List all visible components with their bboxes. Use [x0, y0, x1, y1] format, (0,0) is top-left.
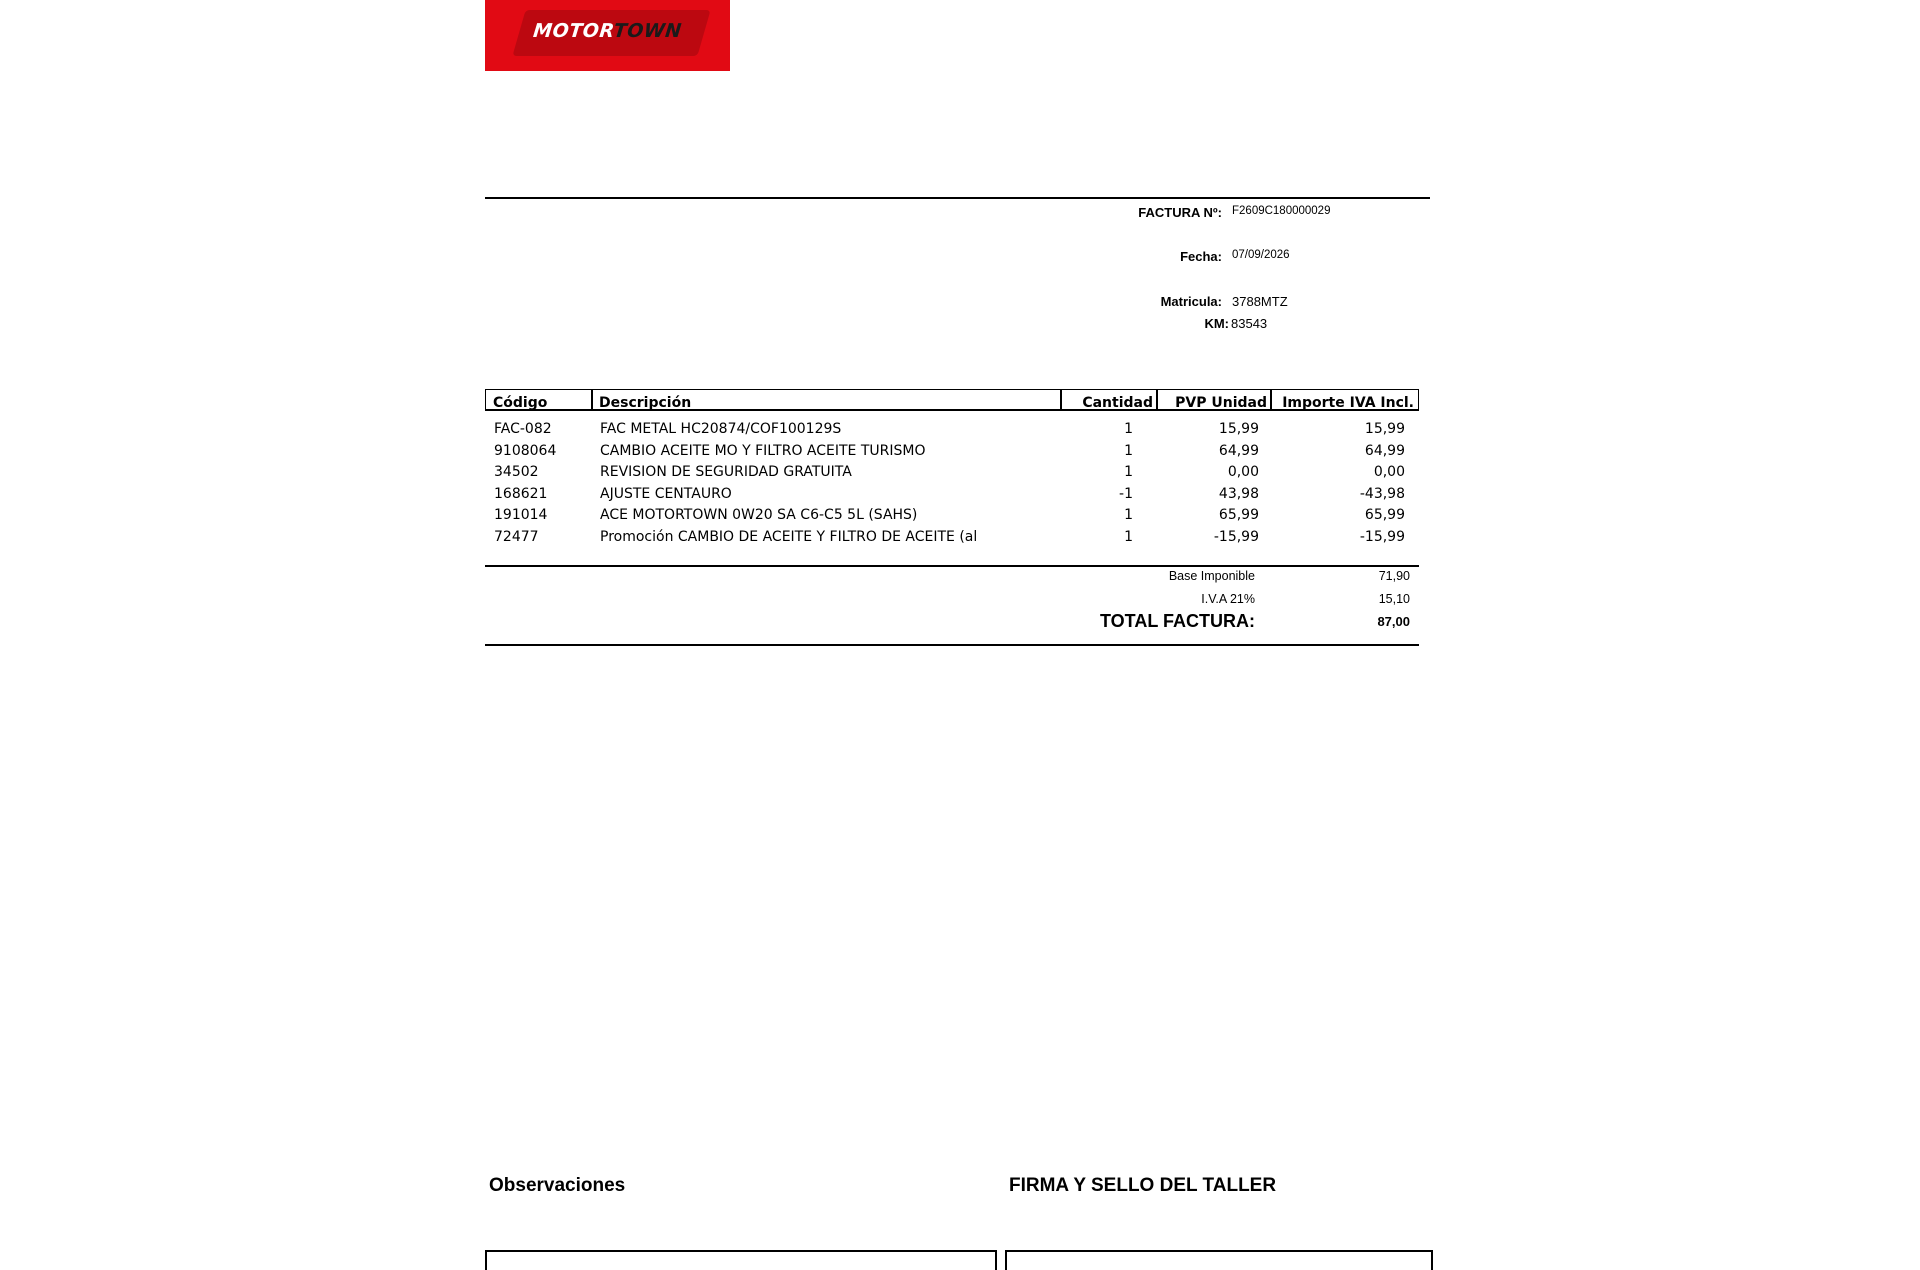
cell-pvp: 15,99 [1218, 421, 1259, 437]
cell-descripcion: CAMBIO ACEITE MO Y FILTRO ACEITE TURISMO [600, 442, 926, 459]
logo-text-motor: MOTOR [532, 20, 615, 42]
total-factura-label: TOTAL FACTURA: [1100, 611, 1255, 631]
totals-top-divider [485, 565, 1419, 567]
motortown-logo [485, 0, 730, 71]
header-cantidad: Cantidad [1060, 389, 1158, 411]
cell-codigo: 9108064 [494, 442, 557, 459]
cell-cantidad: 1 [1124, 464, 1133, 481]
cell-descripcion: ACE MOTORTOWN 0W20 SA C6-C5 5L (SAHS) [600, 507, 918, 524]
cell-cantidad: 1 [1124, 421, 1133, 437]
cell-cantidad: 1 [1124, 528, 1133, 545]
observaciones-title: Observaciones [489, 1175, 626, 1196]
table-row [485, 484, 1415, 506]
cell-codigo: 34502 [494, 464, 539, 481]
fecha-value: 07/09/2026 [1232, 249, 1290, 261]
cell-descripcion: AJUSTE CENTAURO [600, 485, 732, 502]
cell-codigo: 191014 [494, 507, 548, 524]
cell-importe: 0,00 [1373, 464, 1405, 481]
cell-codigo: FAC-082 [494, 421, 552, 437]
cell-cantidad: 1 [1124, 442, 1133, 459]
factura-value: F2609C180000029 [1232, 205, 1331, 217]
logo-text-town: TOWN [612, 20, 683, 42]
table-row [485, 527, 1415, 549]
cell-pvp: 65,99 [1218, 507, 1259, 524]
header-pvp-unidad: PVP Unidad [1156, 389, 1272, 411]
matricula-label: Matricula: [1160, 294, 1222, 309]
iva-value: 15,10 [1378, 592, 1410, 606]
cell-importe: -15,99 [1359, 528, 1405, 545]
cell-importe: 64,99 [1364, 442, 1405, 459]
totals-bottom-divider [485, 644, 1419, 646]
base-imponible-value: 71,90 [1378, 569, 1410, 583]
km-value: 83543 [1231, 316, 1268, 331]
cell-cantidad: 1 [1124, 507, 1133, 524]
header-descripcion: Descripción [591, 389, 1062, 411]
cell-pvp: 64,99 [1218, 442, 1259, 459]
total-factura-value: 87,00 [1377, 614, 1410, 629]
cell-cantidad: -1 [1119, 485, 1133, 502]
fecha-label: Fecha: [1180, 249, 1222, 264]
table-row [485, 505, 1415, 527]
base-imponible-label: Base Imponible [1168, 569, 1255, 583]
header-codigo: Código [485, 389, 593, 411]
cell-pvp: -15,99 [1213, 528, 1259, 545]
matricula-value: 3788MTZ [1232, 294, 1288, 309]
firma-sello-title: FIRMA Y SELLO DEL TALLER [1009, 1175, 1277, 1196]
table-row [485, 462, 1415, 484]
km-label: KM: [1204, 316, 1229, 331]
cell-descripcion: REVISION DE SEGURIDAD GRATUITA [600, 464, 852, 481]
cell-importe: 15,99 [1364, 421, 1405, 437]
table-row [485, 441, 1415, 463]
cell-importe: 65,99 [1364, 507, 1405, 524]
cell-descripcion: FAC METAL HC20874/COF100129S [600, 421, 842, 437]
cell-descripcion: Promoción CAMBIO DE ACEITE Y FILTRO DE ACEITE (al [600, 528, 978, 545]
factura-label: FACTURA Nº: [1138, 205, 1222, 220]
cell-pvp: 0,00 [1227, 464, 1259, 481]
items-table-body [485, 419, 1415, 549]
observaciones-box [485, 1250, 997, 1270]
cell-codigo: 72477 [494, 528, 539, 545]
firma-sello-box [1005, 1250, 1433, 1270]
header-divider [485, 197, 1430, 199]
iva-label: I.V.A 21% [1201, 592, 1255, 606]
cell-importe: -43,98 [1359, 485, 1405, 502]
table-row [485, 419, 1415, 441]
logo-text [484, 20, 731, 42]
cell-pvp: 43,98 [1218, 485, 1259, 502]
cell-codigo: 168621 [494, 485, 548, 502]
header-importe: Importe IVA Incl. [1270, 389, 1419, 411]
